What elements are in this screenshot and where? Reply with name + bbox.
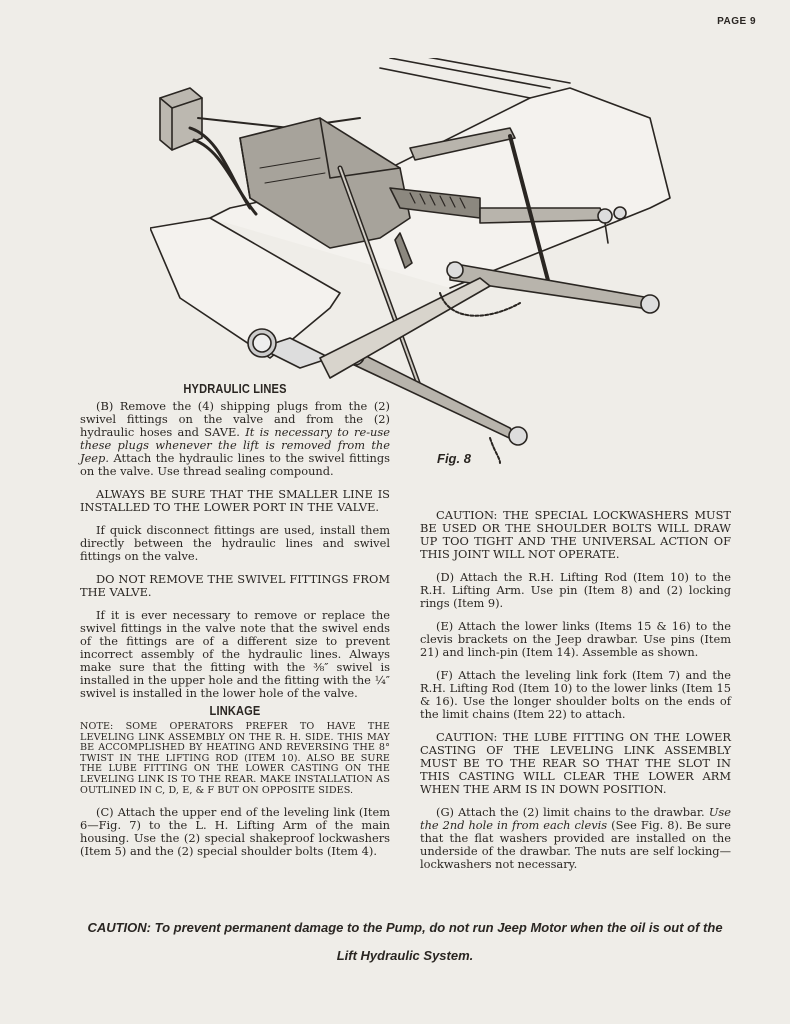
linkage-note: NOTE: SOME OPERATORS PREFER TO HAVE THE LEVELING LINK ASSEMBLY ON THE R. H. SIDE. THIS MAY BE ACCOMPLISHED BY HEATING AND REVERSING THE 8° TWIST IN THE LIFTING ROD (ITEM 10). ALSO BE SURE THE LUBE FITTING ON THE LOWER CASTING ON THE LEVELING LINK IS TO THE REAR. MAKE INSTALLATION AS OUTLINED IN C, D, E, & F BUT ON OPPOSITE SIDES. <box>80 721 390 796</box>
hydraulic-lines-heading: HYDRAULIC LINES <box>183 381 287 396</box>
caution-lockwashers: CAUTION: THE SPECIAL LOCKWASHERS MUST BE USED OR THE SHOULDER BOLTS WILL DRAW UP TOO TIGHT AND THE UNIVERSAL ACTION OF THIS JOINT WILL NOT OPERATE. <box>420 508 731 561</box>
figure-caption: Fig. 8 <box>437 451 471 466</box>
pump-caution-line1: CAUTION: To prevent permanent damage to the Pump, do not run Jeep Motor when the oil is out of the <box>87 920 723 935</box>
hydraulic-warning-smaller-line: ALWAYS BE SURE THAT THE SMALLER LINE IS INSTALLED TO THE LOWER PORT IN THE VALVE. <box>80 487 390 514</box>
hydraulic-step-b: (B) Remove the (4) shipping plugs from the (2) swivel fittings on the valve and from the (2) hydraulic hoses and SAVE. It is necessary to re-use these plugs whenever the lift is removed from the Jeep. Attach the hydraulic lines to the swivel fittings on the valve. Use thread sealing compound. <box>80 399 390 478</box>
linkage-step-e: (E) Attach the lower links (Items 15 & 16) to the clevis brackets on the Jeep drawbar. Use pins (Item 21) and linch-pin (Item 14). Assemble as shown. <box>420 619 731 659</box>
hydraulic-quick-disconnect: If quick disconnect fittings are used, install them directly between the hydraulic lines and swivel fittings on the valve. <box>80 523 390 563</box>
linkage-heading: LINKAGE <box>209 703 261 718</box>
linkage-step-g: (G) Attach the (2) limit chains to the drawbar. Use the 2nd hole in from each clevis (See Fig. 8). Be sure that the flat washers provided are installed on the underside of the drawbar. The nuts are self locking—lockwashers not necessary. <box>420 805 731 871</box>
pump-caution-line2: Lift Hydraulic System. <box>336 948 474 963</box>
right-column <box>420 509 731 881</box>
hydraulic-step-b-italic: It is necessary to re-use these plugs whenever the lift is removed from the Jeep. <box>80 425 390 465</box>
hydraulic-warning-swivel: DO NOT REMOVE THE SWIVEL FITTINGS FROM THE VALVE. <box>80 572 390 599</box>
hydraulic-swivel-note: If it is ever necessary to remove or replace the swivel fittings in the valve note that the swivel ends of the fittings are of a different size to prevent incorrect assembly of the hydraulic lines. Always make sure that the fitting with the ⅜″ swivel is installed in the upper hole and the fitting with the ¼″ swivel is installed in the lower hole of the valve. <box>80 608 390 700</box>
linkage-step-d: (D) Attach the R.H. Lifting Rod (Item 10) to the R.H. Lifting Arm. Use pin (Item 8) and (2) locking rings (Item 9). <box>420 570 731 610</box>
page-number: PAGE 9 <box>717 16 756 27</box>
linkage-step-c: (C) Attach the upper end of the leveling link (Item 6—Fig. 7) to the L. H. Lifting Arm of the main housing. Use the (2) special shakeproof lockwashers (Item 5) and the (2) special shoulder bolts (Item 4). <box>80 805 390 859</box>
left-column <box>80 382 390 868</box>
pump-caution <box>60 914 750 970</box>
caution-lube-fitting: CAUTION: THE LUBE FITTING ON THE LOWER CASTING OF THE LEVELING LINK ASSEMBLY MUST BE TO THE REAR SO THAT THE SLOT IN THIS CASTING WILL CLEAR THE LOWER ARM WHEN THE ARM IS IN DOWN POSITION. <box>420 730 731 796</box>
linkage-step-f: (F) Attach the leveling link fork (Item 7) and the R.H. Lifting Rod (Item 10) to the lower links (Item 15 & 16). Use the longer shoulder bolts on the ends of the limit chains (Item 22) to attach. <box>420 668 731 721</box>
linkage-step-g-italic: Use the 2nd hole in from each clevis <box>420 805 731 832</box>
